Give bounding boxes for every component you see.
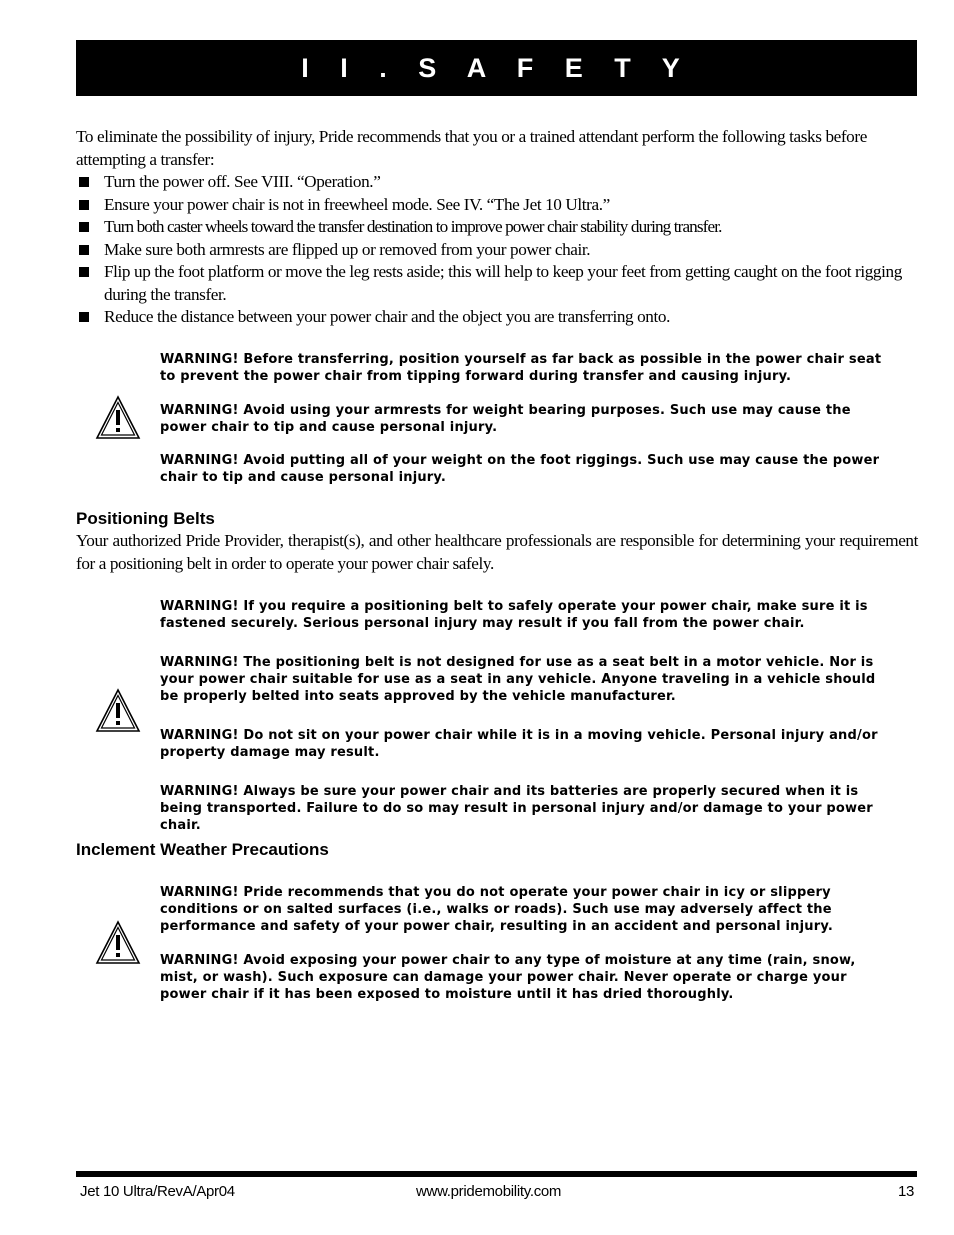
section-title: I I . S A F E T Y [76, 40, 917, 96]
list-item: Make sure both armrests are flipped up or removed from your power chair. [76, 239, 918, 262]
positioning-warning-3: WARNING! Do not sit on your power chair while it is in a moving vehicle. Personal injury and/or property damage may result. [160, 728, 878, 760]
transfer-warning-3: WARNING! Avoid putting all of your weight on the foot riggings. Such use may cause the power chair to tip and cause personal injury. [160, 453, 880, 485]
list-item: Turn both caster wheels toward the transfer destination to improve power chair stability during transfer. [76, 216, 918, 239]
page-number: 13 [898, 1183, 915, 1200]
bullet-square-icon [79, 177, 89, 187]
positioning-belts-paragraph: Your authorized Pride Provider, therapist(s), and other healthcare professionals are responsible for determining your requirement for a positioning belt in order to operate your power chair safely. [76, 531, 918, 573]
transfer-checklist [76, 171, 918, 329]
warning-triangle-icon [95, 920, 141, 966]
footer-document-id: Jet 10 Ultra/RevA/Apr04 [80, 1183, 235, 1200]
positioning-warning-1: WARNING! If you require a positioning belt to safely operate your power chair, make sure it is fastened securely. Serious personal injury may result if you fall from the power chair. [160, 599, 868, 631]
weather-warning-2: WARNING! Avoid exposing your power chair to any type of moisture at any time (rain, snow, mist, or wash). Such exposure can damage your power chair. Never operate or charge your power chair if it has been exposed to moisture until it has dried thoroughly. [160, 953, 856, 1002]
list-item: Flip up the foot platform or move the leg rests aside; this will help to keep your feet from getting caught on the foot rigging during the transfer. [76, 261, 918, 306]
transfer-warning-2: WARNING! Avoid using your armrests for weight bearing purposes. Such use may cause the power chair to tip and cause personal injury. [160, 403, 851, 435]
transfer-warning-1: WARNING! Before transferring, position yourself as far back as possible in the power chair seat to prevent the power chair from tipping forward during transfer and causing injury. [160, 352, 882, 384]
inclement-weather-heading: Inclement Weather Precautions [76, 840, 329, 859]
list-item: Ensure your power chair is not in freewheel mode. See IV. “The Jet 10 Ultra.” [76, 194, 918, 217]
bullet-square-icon [79, 222, 89, 232]
bullet-square-icon [79, 200, 89, 210]
intro-paragraph: To eliminate the possibility of injury, Pride recommends that you or a trained attendant perform the following tasks before attempting a transfer: [76, 127, 867, 169]
footer-website: www.pridemobility.com [416, 1183, 562, 1200]
warning-triangle-icon [95, 395, 141, 441]
weather-warning-1: WARNING! Pride recommends that you do not operate your power chair in icy or slippery conditions or on salted surfaces (i.e., walks or roads). Such use may adversely affect the performance and safety of your power chair, resulting in an accident and personal injury. [160, 885, 833, 934]
positioning-warning-2: WARNING! The positioning belt is not designed for use as a seat belt in a motor vehicle. Nor is your power chair suitable for use as a seat in any vehicle. Anyone traveling in a vehicle should be properly belted into seats approved by the vehicle manufacturer. [160, 655, 876, 704]
positioning-belts-heading: Positioning Belts [76, 509, 215, 528]
list-item: Turn the power off. See VIII. “Operation.” [76, 171, 918, 194]
warning-triangle-icon [95, 688, 141, 734]
bullet-square-icon [79, 312, 89, 322]
positioning-warning-4: WARNING! Always be sure your power chair and its batteries are properly secured when it is being transported. Failure to do so may result in personal injury and/or damage to your power chair. [160, 784, 873, 833]
bullet-square-icon [79, 267, 89, 277]
list-item: Reduce the distance between your power chair and the object you are transferring onto. [76, 306, 918, 329]
footer-rule [76, 1171, 917, 1177]
bullet-square-icon [79, 245, 89, 255]
